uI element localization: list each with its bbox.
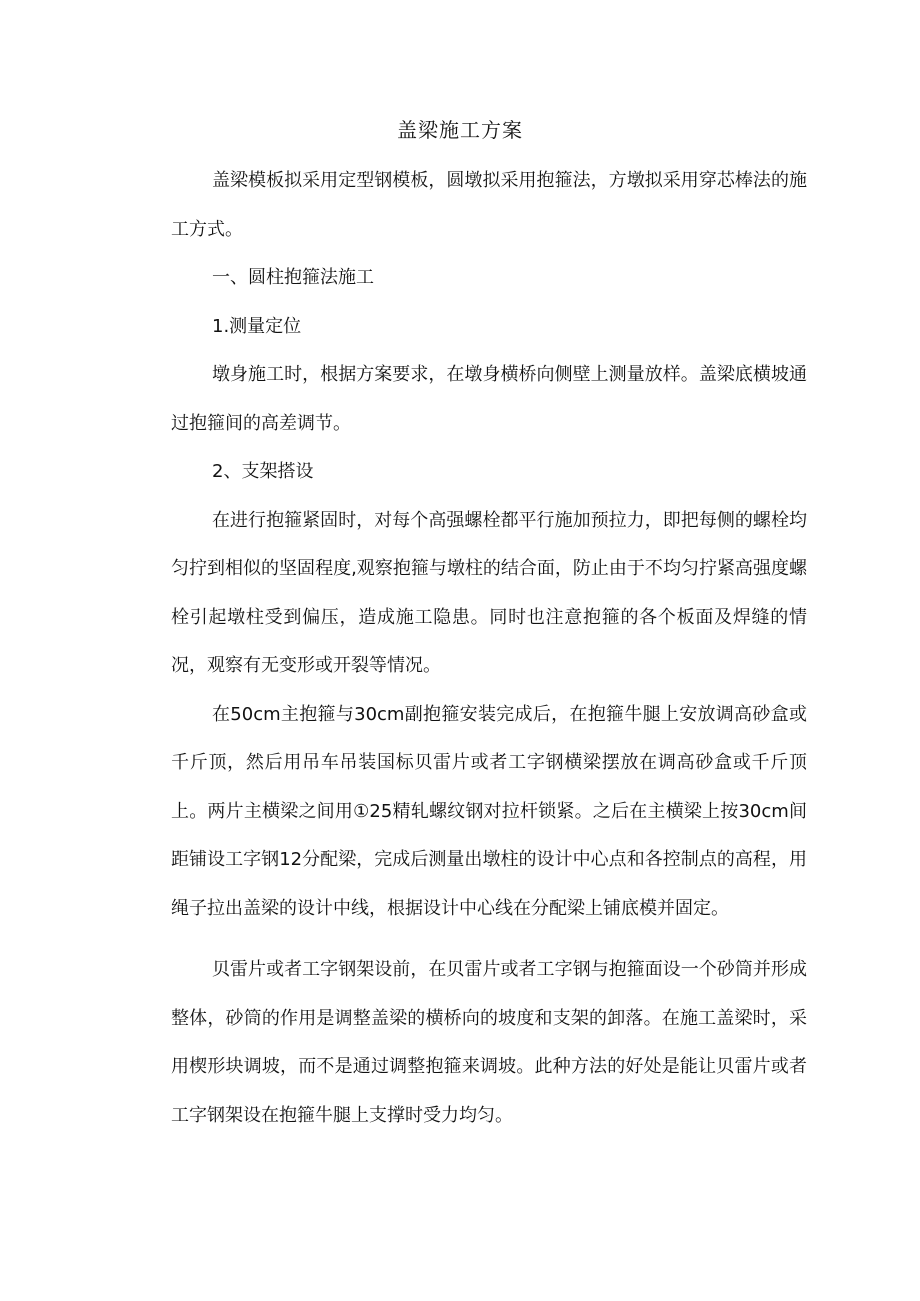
document-body <box>171 157 807 1140</box>
document-title: 盖梁施工方案 <box>397 118 523 142</box>
subsection-heading-support: 2、支架搭设 <box>212 461 314 482</box>
intro-paragraph: 盖梁模板拟采用定型钢模板，圆墩拟采用抱箍法，方墩拟采用穿芯棒法的施工方式。 <box>171 170 807 240</box>
section-heading-1: 一、圆柱抱箍法施工 <box>212 267 374 288</box>
clamp-installation-paragraph: 在50cm主抱箍与30cm副抱箍安装完成后，在抱箍牛腿上安放调高砂盒或千斤顶，然后用吊车吊装国标贝雷片或者工字钢横梁摆放在调高砂盒或千斤顶上。两片主横梁之间用①25精轧螺纹钢对拉杆锁紧。之后在主横梁上按30cm间距铺设工字钢12分配梁，完成后测量出墩柱的设计中心点和各控制点的高程，用绳子拉出盖梁的设计中线，根据设计中心线在分配梁上铺底模并固定。 <box>171 703 807 919</box>
survey-paragraph: 墩身施工时，根据方案要求，在墩身横桥向侧壁上测量放样。盖梁底横坡通过抱箍间的高差调节。 <box>171 364 807 434</box>
subsection-heading-survey: 1.测量定位 <box>212 315 302 337</box>
clamp-tightening-paragraph: 在进行抱箍紧固时，对每个高强螺栓都平行施加预拉力，即把每侧的螺栓均匀拧到相似的坚固程度,观察抱箍与墩柱的结合面，防止由于不均匀拧紧高强度螺栓引起墩柱受到偏压，造成施工隐患。同时也注意抱箍的各个板面及焊缝的情况，观察有无变形或开裂等情况。 <box>171 509 807 676</box>
sand-cylinder-paragraph: 贝雷片或者工字钢架设前，在贝雷片或者工字钢与抱箍面设一个砂筒并形成整体，砂筒的作用是调整盖梁的横桥向的坡度和支架的卸落。在施工盖梁时，采用楔形块调坡，而不是通过调整抱箍来调坡。此种方法的好处是能让贝雷片或者工字钢架设在抱箍牛腿上支撑时受力均匀。 <box>171 959 807 1126</box>
